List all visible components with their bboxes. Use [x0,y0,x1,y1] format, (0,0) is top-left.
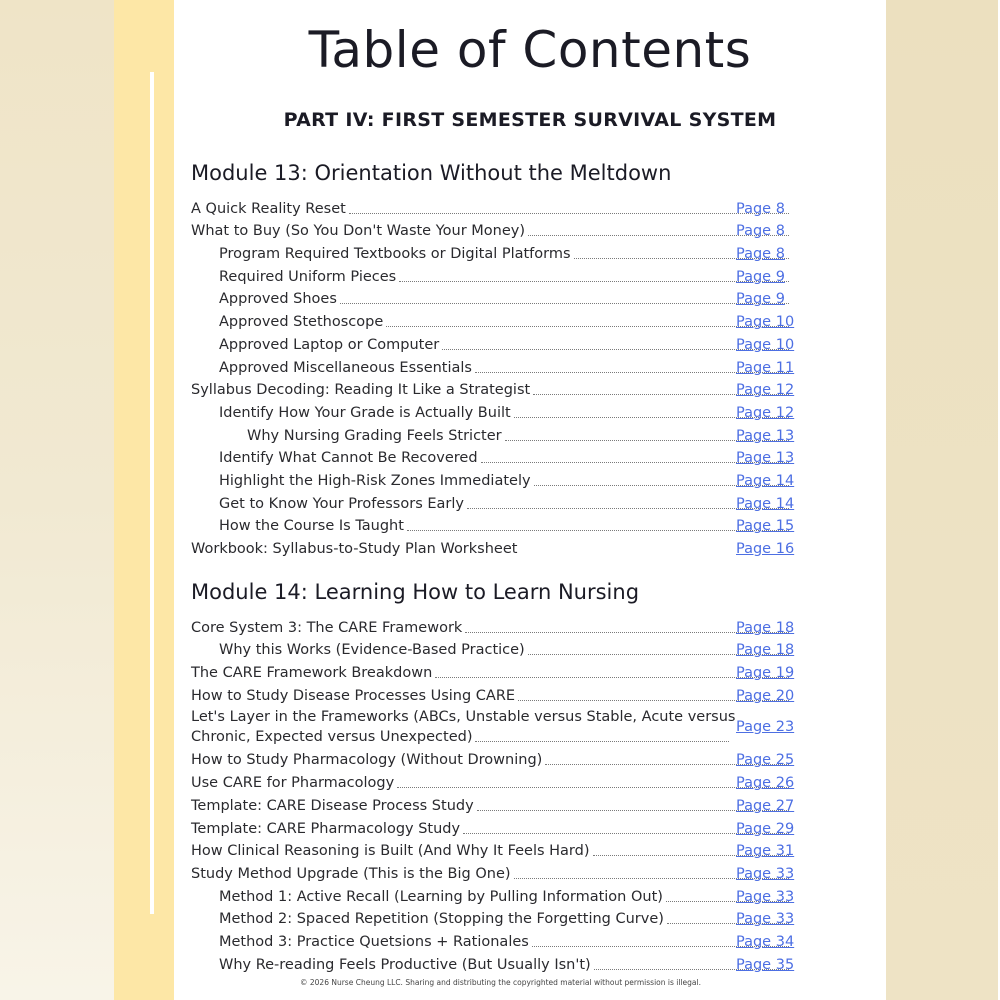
toc-entry-line2 [191,727,731,747]
toc-entry[interactable] [191,308,795,331]
toc-entry-label-wrap [191,707,736,747]
page-link[interactable]: Page 12 [736,404,795,421]
toc-entry[interactable] [191,637,795,660]
toc-entry[interactable] [191,195,791,218]
toc-entry-label: What to Buy (So You Don't Waste Your Money) [191,222,528,240]
toc-entry-label: Study Method Upgrade (This is the Big One) [191,865,514,883]
page-link[interactable]: Page 9 [736,291,785,308]
toc-entry[interactable] [191,240,791,263]
dot-leader [349,212,789,214]
page-link[interactable]: Page 16 [736,541,795,557]
dot-leader [397,786,789,788]
toc-entry-label: Template: CARE Disease Process Study [191,797,477,815]
toc-entry-label: Approved Shoes [219,290,340,308]
module-13-toc [191,195,795,558]
toc-entry[interactable] [191,354,795,377]
page-link[interactable]: Page 20 [736,687,795,704]
toc-entry-label: The CARE Framework Breakdown [191,664,435,682]
toc-entry[interactable] [191,467,795,490]
toc-entry-label: Identify What Cannot Be Recovered [219,449,481,467]
page-link[interactable]: Page 29 [736,820,795,837]
page-link[interactable]: Page 31 [736,843,795,860]
decorative-stripe [114,0,174,1000]
page-link[interactable]: Page 9 [736,268,785,285]
part-heading: PART IV: FIRST SEMESTER SURVIVAL SYSTEM [283,109,777,131]
dot-leader [475,740,729,742]
toc-entry-label: Identify How Your Grade is Actually Built [219,404,514,422]
toc-entry[interactable] [191,445,795,468]
toc-entry-label: Template: CARE Pharmacology Study [191,820,463,838]
page-link[interactable]: Page 8 [736,223,785,240]
module-14-toc [191,614,795,974]
copyright-footer: © 2026 Nurse Cheung LLC. Sharing and distributing the copyrighted material without permission is illegal. [300,978,701,987]
page-link[interactable]: Page 8 [736,200,785,217]
toc-entry[interactable] [191,747,795,770]
page-link[interactable]: Page 26 [736,775,795,792]
toc-entry-label-line2: Chronic, Expected versus Unexpected) [191,727,475,747]
toc-entry-label: How Clinical Reasoning is Built (And Why It Feels Hard) [191,842,593,860]
toc-entry-label: Use CARE for Pharmacology [191,774,397,792]
toc-entry-label: How the Course Is Taught [219,517,407,535]
toc-entry-label: How to Study Disease Processes Using CARE [191,687,518,705]
background-right [886,0,998,1000]
dot-leader [399,280,789,282]
toc-entry-label: Workbook: Syllabus-to-Study Plan Worksheet [191,540,520,558]
toc-entry[interactable] [191,838,795,861]
page-link[interactable]: Page 10 [736,314,795,331]
page-link[interactable]: Page 10 [736,336,795,353]
page-link[interactable]: Page 18 [736,619,795,636]
toc-entry-label: How to Study Pharmacology (Without Drowning) [191,751,545,769]
module-14-title: Module 14: Learning How to Learn Nursing [191,580,640,604]
page-link[interactable]: Page 15 [736,518,795,535]
page-link[interactable]: Page 8 [736,246,785,263]
toc-entry[interactable] [191,263,791,286]
toc-entry-label: Approved Laptop or Computer [219,336,442,354]
toc-entry[interactable] [191,513,795,536]
toc-entry[interactable] [191,331,795,354]
page-link[interactable]: Page 33 [736,888,795,905]
toc-entry-label: Why Re-reading Feels Productive (But Usually Isn't) [219,956,594,974]
page-link[interactable]: Page 13 [736,450,795,467]
toc-entry-label: Method 1: Active Recall (Learning by Pulling Information Out) [219,888,666,906]
toc-entry[interactable] [191,377,795,400]
page-link[interactable]: Page 35 [736,956,795,973]
page-link[interactable]: Page 27 [736,797,795,814]
dot-leader [386,325,789,327]
page-link[interactable]: Page 18 [736,642,795,659]
toc-entry[interactable] [191,951,795,974]
page-link[interactable]: Page 13 [736,427,795,444]
page-link[interactable]: Page 34 [736,933,795,950]
document-page [174,0,886,1000]
page-link[interactable]: Page 14 [736,495,795,512]
page-link[interactable]: Page 25 [736,752,795,769]
decorative-vertical-line [150,72,154,914]
toc-entry[interactable] [191,883,795,906]
toc-entry[interactable] [191,286,791,309]
page-title: Table of Contents [308,21,752,79]
toc-entry[interactable] [191,815,795,838]
toc-entry[interactable] [191,614,795,637]
toc-entry-label: Program Required Textbooks or Digital Platforms [219,245,574,263]
toc-entry-label: Highlight the High-Risk Zones Immediately [219,472,534,490]
toc-entry-label: Get to Know Your Professors Early [219,495,467,513]
toc-entry-label: Why Nursing Grading Feels Stricter [247,427,505,445]
toc-entry[interactable] [191,659,795,682]
toc-entry[interactable] [191,490,795,513]
toc-entry-label: Approved Miscellaneous Essentials [219,359,475,377]
toc-entry[interactable] [191,218,791,241]
dot-leader [340,302,789,304]
dot-leader [407,529,789,531]
toc-entry[interactable] [191,769,795,792]
page-link[interactable]: Page 23 [736,718,795,735]
toc-entry[interactable] [191,906,795,929]
toc-entry-label: A Quick Reality Reset [191,200,349,218]
toc-entry-label: Approved Stethoscope [219,313,386,331]
toc-entry-label-line1: Let's Layer in the Frameworks (ABCs, Unstable versus Stable, Acute versus [191,708,736,725]
toc-entry[interactable] [191,928,795,951]
page-link[interactable]: Page 11 [736,359,795,376]
page-link[interactable]: Page 12 [736,382,795,399]
toc-entry[interactable] [191,860,795,883]
toc-entry[interactable] [191,422,795,445]
toc-entry[interactable] [191,682,795,705]
background-left [0,0,114,1000]
toc-entry-label: Method 2: Spaced Repetition (Stopping the Forgetting Curve) [219,910,667,928]
toc-entry[interactable] [191,705,795,747]
toc-entry-label: Method 3: Practice Quetsions + Rationales [219,933,532,951]
page-link[interactable]: Page 19 [736,665,795,682]
page-link[interactable]: Page 33 [736,865,795,882]
page-link[interactable]: Page 33 [736,911,795,928]
toc-entry-label: Core System 3: The CARE Framework [191,619,465,637]
page-link[interactable]: Page 14 [736,472,795,489]
toc-entry[interactable] [191,535,795,558]
toc-entry[interactable] [191,399,795,422]
toc-entry-label: Required Uniform Pieces [219,268,399,286]
toc-entry-label: Why this Works (Evidence-Based Practice) [219,641,528,659]
module-13-title: Module 13: Orientation Without the Meltdown [191,161,672,185]
toc-entry-label: Syllabus Decoding: Reading It Like a Strategist [191,381,533,399]
toc-entry[interactable] [191,792,795,815]
